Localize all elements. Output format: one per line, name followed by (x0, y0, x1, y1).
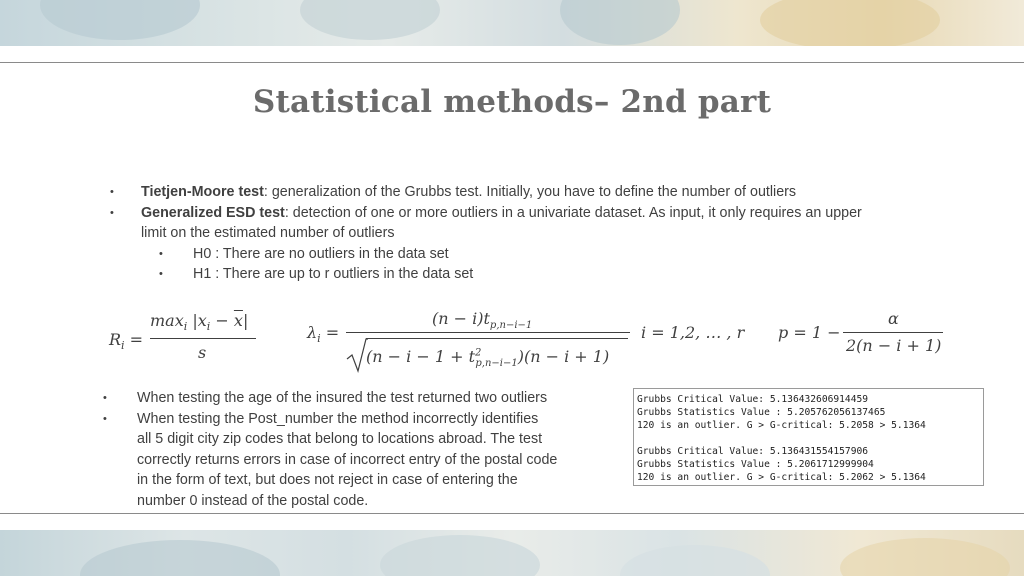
bullet-dot: • (103, 392, 107, 404)
finding-line: in the form of text, but does not reject in case of entering the (137, 472, 518, 488)
formula-p-denominator: 2(n − i + 1) (846, 336, 942, 355)
findings-bullet-list (100, 388, 620, 511)
bullet-dot: • (103, 412, 107, 425)
formula-p-fraction-bar (843, 332, 943, 333)
sub-bullet-text: H1 : There are up to r outliers in the data set (193, 266, 474, 282)
sqrt-overbar (366, 338, 628, 339)
bullet-dot: • (159, 247, 163, 260)
formula-r-fraction-bar (150, 338, 256, 339)
grubbs-output-box (633, 388, 984, 486)
finding-age (100, 388, 620, 409)
formula-p-numerator: α (888, 309, 899, 328)
bottom-divider (0, 513, 1024, 514)
finding-line: number 0 instead of the postal code. (137, 492, 369, 509)
code-line: 120 is an outlier. G > G-critical: 5.2062 > 5.1364 (637, 472, 926, 483)
code-line: 120 is an outlier. G > G-critical: 5.2058 > 5.1364 (637, 420, 926, 431)
formula-lambda-numerator: $(n - i)t_{p,n-i-1}$ (432, 309, 533, 332)
bullet-generalized-esd (106, 203, 966, 224)
sub-bullet-h0 (106, 244, 966, 265)
code-line (637, 432, 980, 445)
method-bullet-list (106, 182, 966, 285)
code-line: Grubbs Critical Value: 5.136431554157906 (637, 446, 869, 457)
bullet-text: : detection of one or more outliers in a univariate dataset. As input, it only requires an upper (284, 204, 862, 221)
formula-lambda-lhs: $\lambda_i$ = (307, 323, 340, 346)
top-decorative-band (0, 0, 1024, 46)
formula-r-denominator: s (198, 343, 207, 362)
sub-bullet-h1 (106, 264, 966, 285)
formula-r-lhs: $R_i$ = (109, 330, 144, 353)
code-line: Grubbs Statistics Value : 5.2061712999904 (637, 459, 874, 470)
finding-line: all 5 digit city zip codes that belong to locations abroad. The test (137, 431, 543, 447)
formula-lambda-range: i = 1,2, … , r (641, 323, 745, 342)
finding-text: When testing the age of the insured the test returned two outliers (137, 390, 548, 406)
bottom-decorative-band (0, 530, 1024, 576)
top-divider (0, 62, 1024, 63)
formula-r-numerator: $\max_i |x_i - \overline{x}|$ (150, 311, 249, 334)
formula-p-lhs: p = 1 − (778, 323, 841, 342)
sub-bullet-text: H0 : There are no outliers in the data set (193, 245, 449, 262)
finding-line: correctly returns errors in case of incorrect entry of the postal code (137, 451, 558, 468)
bullet-continuation: limit on the estimated number of outliers (141, 225, 395, 241)
bullet-tietjen-moore (106, 182, 966, 203)
formula-lambda-denominator: $(n - i - 1 + t^2_{p,n-i-1})(n - i + 1)$ (366, 347, 610, 370)
bullet-term: Generalized ESD test (141, 204, 285, 221)
sqrt-symbol-icon (346, 337, 368, 373)
slide-title: Statistical methods– 2nd part (252, 84, 772, 120)
finding-line: When testing the Post_number the method incorrectly identifies (137, 410, 539, 427)
bullet-term: Tietjen-Moore test (141, 184, 264, 200)
code-line: Grubbs Critical Value: 5.136432606914459 (637, 394, 869, 405)
bullet-text: : generalization of the Grubbs test. Initially, you have to define the number of outliers (263, 184, 797, 200)
code-line: Grubbs Statistics Value : 5.205762056137465 (637, 407, 886, 418)
bullet-dot: • (159, 268, 163, 280)
formula-lambda-fraction-bar (346, 332, 630, 333)
bullet-dot: • (110, 186, 114, 198)
bullet-dot: • (110, 206, 114, 219)
finding-post-number (100, 409, 620, 512)
